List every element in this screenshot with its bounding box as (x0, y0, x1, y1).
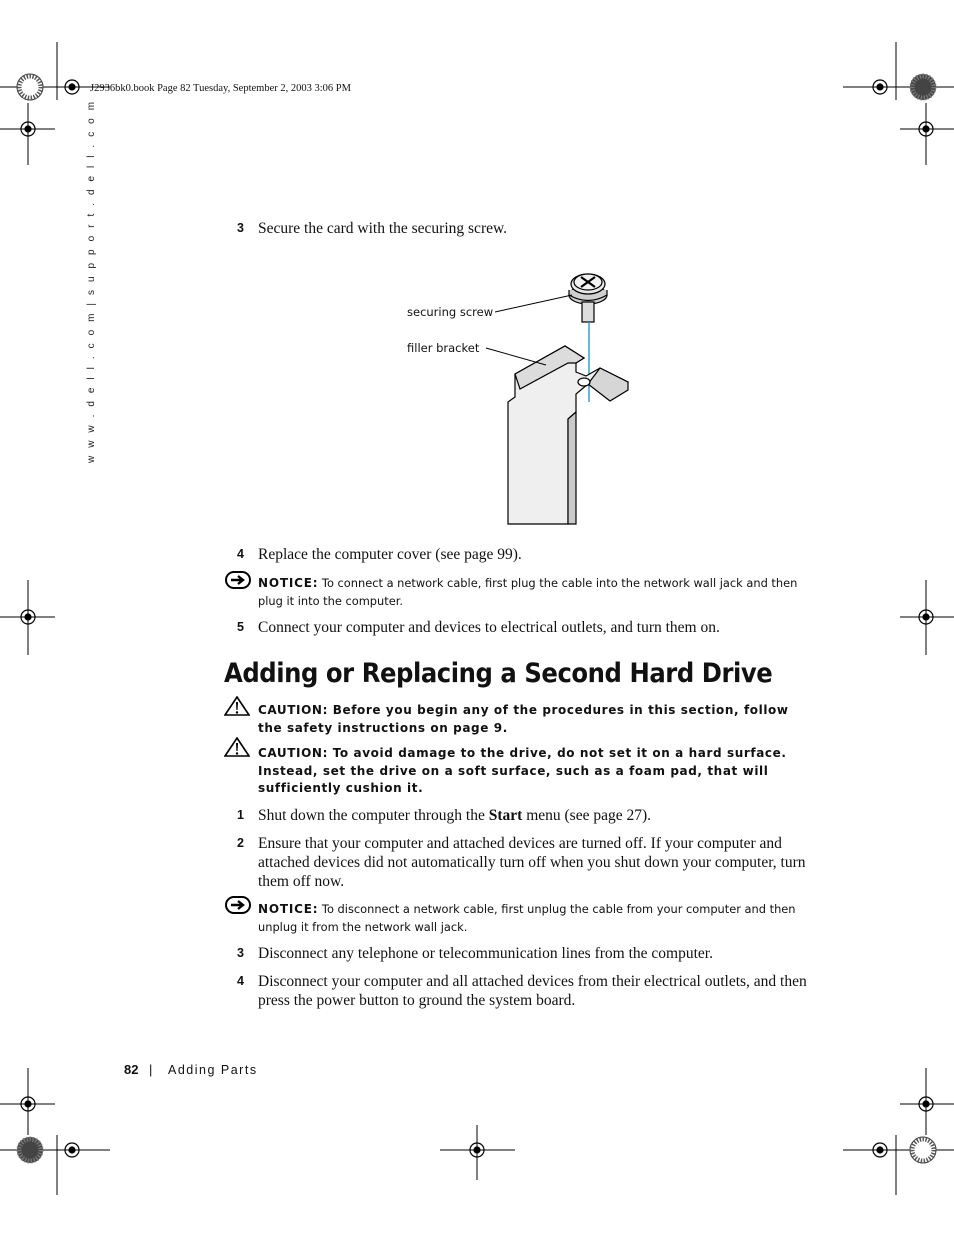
step-text: Connect your computer and devices to electrical outlets, and turn them on. (258, 619, 720, 636)
step-number: 5 (237, 620, 244, 634)
notice-label: NOTICE: (258, 576, 319, 590)
notice-block (258, 574, 814, 610)
step-number: 2 (237, 836, 244, 850)
step-number: 3 (237, 221, 244, 235)
step-text-part: Shut down the computer through the (258, 807, 489, 824)
figure-label-securing-screw: securing screw (407, 305, 494, 319)
page-number: 82 (124, 1062, 139, 1077)
step-number: 4 (237, 974, 244, 988)
step-text: Replace the computer cover (see page 99). (258, 546, 522, 563)
figure-label-filler-bracket: filler bracket (407, 341, 480, 355)
file-info-header: J2936bk0.book Page 82 Tuesday, September 2, 2003 3:06 PM (90, 83, 351, 94)
step-text: Secure the card with the securing screw. (258, 220, 508, 237)
notice-arrow-icon (225, 896, 251, 914)
notice-label: NOTICE: (258, 902, 319, 916)
notice-block (258, 900, 814, 936)
step-number: 3 (237, 946, 244, 960)
notice-text: To connect a network cable, first plug the cable into the network wall jack and then plug it into the computer. (258, 576, 798, 608)
step-text (258, 806, 814, 825)
step-number: 1 (237, 808, 244, 822)
caution-triangle-icon (224, 737, 250, 757)
step-number: 4 (237, 547, 244, 561)
footer-separator: | (149, 1062, 153, 1077)
step-text: Disconnect any telephone or telecommunication lines from the computer. (258, 945, 713, 962)
step-text-part: menu (see page 27). (522, 807, 652, 824)
caution-triangle-icon (224, 696, 250, 716)
caution-text: CAUTION: Before you begin any of the procedures in this section, follow the safety instructions on page 9. (258, 703, 789, 735)
notice-arrow-icon (225, 571, 251, 589)
caution-text: CAUTION: To avoid damage to the drive, do not set it on a hard surface. Instead, set the drive on a soft surface, such as a foam pad, that will sufficiently cushion it. (258, 746, 787, 795)
step-text: Ensure that your computer and attached devices are turned off. If your computer and attached devices did not automatically turn off when you shut down your computer, turn them off now. (258, 835, 806, 890)
start-menu-term: Start (488, 807, 523, 824)
step-text: Disconnect your computer and all attached devices from their electrical outlets, and then press the power button to ground the system board. (258, 973, 807, 1009)
notice-text: To disconnect a network cable, first unplug the cable from your computer and then unplug it from the network wall jack. (258, 902, 796, 934)
footer-section-name: Adding Parts (168, 1063, 258, 1077)
filler-bracket-illustration (400, 262, 640, 527)
side-url-text: w w w . d e l l . c o m | s u p p o r t . d e l l . c o m (86, 99, 97, 463)
securing-screw-icon (569, 274, 607, 322)
section-heading: Adding or Replacing a Second Hard Drive (224, 658, 773, 689)
